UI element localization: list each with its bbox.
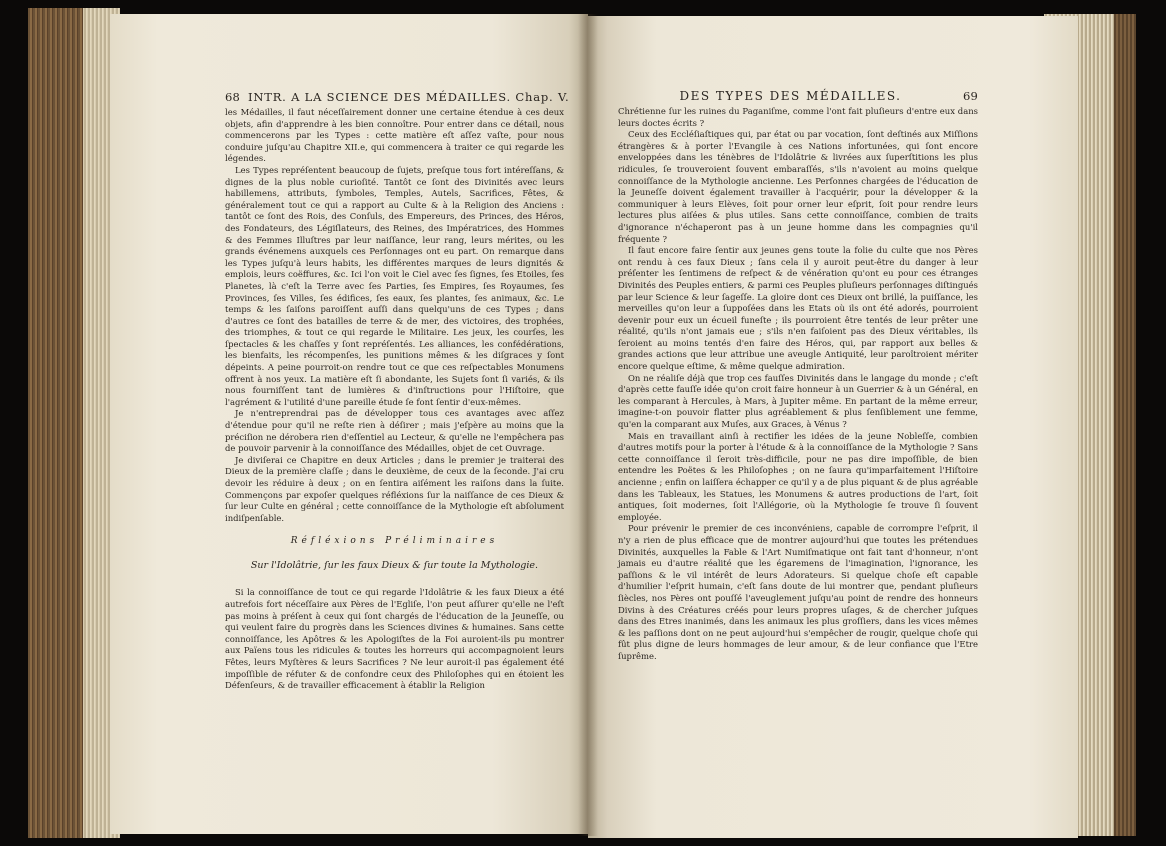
left-page <box>110 14 588 834</box>
book-edge-left <box>28 8 120 838</box>
left-running-title: INTR. A LA SCIENCE DES MÉDAILLES. Chap. V. <box>248 90 570 104</box>
paragraph: les Médailles, il faut néceſſairement donner une certaine étendue à ces deux objets, afin d'apprendre à les bien connoître. Pour entrer dans ce détail, nous commencerons par les Types : cette matière eſt aſſez vaſte, pour nous conduire juſqu'au Chapitre XII.e, qui commencera à traiter ce qui regarde les légendes. <box>225 107 564 164</box>
paragraph: Je n'entreprendrai pas de développer tous ces avantages avec aſſez d'étendue pour qu'il ne reſte rien à déſirer ; mais j'eſpère au moins que la préciſion ne dérobera rien d'eſſentiel au Lecteur, & qu'elle ne l'empêchera pas de pouvoir parvenir à la connoiſſance des Médailles, objet de cet Ouvrage. <box>225 408 564 454</box>
right-running-title: DES TYPES DES MÉDAILLES. <box>679 89 902 103</box>
paragraph: On ne réaliſe déjà que trop ces fauſſes Divinités dans le langage du monde ; c'eſt d'après cette fauſſe idée qu'on croit faire honneur à un Guerrier & à un Général, en les comparant à Hercules, à Mars, à Jupiter même. En partant de la même erreur, imagine-t-on pouvoir flatter plus agréablement & plus ſenſiblement une femme, qu'en la comparant aux Muſes, aux Graces, à Vénus ? <box>618 372 978 430</box>
left-page-number: 68 <box>225 90 241 104</box>
right-page <box>588 16 1078 838</box>
right-body <box>618 106 978 663</box>
right-page-number: 69 <box>962 89 978 103</box>
left-running-head <box>225 90 570 104</box>
section-heading: Réfléxions Préliminaires <box>290 536 499 547</box>
book-gutter <box>578 14 598 836</box>
section-subtitle: Sur l'Idolâtrie, ſur les faux Dieux & ſur toute la Mythologie. <box>250 560 539 572</box>
left-body-top <box>225 107 564 524</box>
paragraph: Il faut encore faire ſentir aux jeunes gens toute la folie du culte que nos Pères ont rendu à ces faux Dieux ; ſans cela il y auroit peut-être du danger à leur préſenter les ſentimens de reſpect & de vénération qu'ont eu pour ces étranges Divinités des Peuples entiers, & parmi ces Peuples pluſieurs perſonnages diſtingués par leur Science & leur ſageſſe. La gloire dont ces Dieux ont brillé, la puiſſance, les merveilles qu'on leur a ſuppoſées dans les Etats où ils ont été adorés, pourroient devenir pour eux un écueil funeſte ; ils pourroient être tentés de leur prêter une réalité, qu'ils n'ont jamais eue ; s'ils n'en faiſoient pas des Dieux véritables, ils ſeroient au moins tentés d'en faire des Héros, qui, par rapport aux belles & grandes actions que leur attribue une aveugle Antiquité, leur paroîtroient mériter encore quelque eſtime, & même quelque admiration. <box>618 245 978 372</box>
paragraph: Pour prévenir le premier de ces inconvéniens, capable de corrompre l'eſprit, il n'y a rien de plus efficace que de montrer aujourd'hui que toutes les prétendues Divinités, auxquelles la Fable & l'Art Numiſmatique ont fait tant d'honneur, n'ont jamais eu d'autre réalité que les égaremens de l'imagination, l'ignorance, les paſſions & le vil intérêt de leurs Adorateurs. Si quelque choſe eſt capable d'humilier l'eſprit humain, c'eſt ſans doute de lui montrer que, pendant pluſieurs ſiècles, nos Pères ont pouſſé l'aveuglement juſqu'au point de rendre des honneurs Divins à des Créatures créés pour leurs propres uſages, & de chercher juſques dans des Etres inanimés, dans les animaux les plus groſſiers, dans les vices mêmes & les paſſions dont on ne peut aujourd'hui s'empêcher de rougir, quelque choſe qui fût plus digne de leurs hommages de leur amour, & de leur confiance que l'Etre ſuprême. <box>618 523 978 661</box>
left-body-bottom <box>225 587 564 691</box>
paragraph: Je diviſerai ce Chapitre en deux Articles ; dans le premier je traiterai des Dieux de la première claſſe ; dans le deuxième, de ceux de la ſeconde. J'ai cru devoir les réduire à deux ; on en ſentira aiſément les raiſons dans la ſuite. Commençons par expoſer quelques réfléxions ſur la naiſſance de ces Dieux & ſur leur Culte en général ; cette connoiſſance de la Mythologie eſt abſolument indiſpenſable. <box>225 454 564 523</box>
paragraph: Si la connoiſſance de tout ce qui regarde l'Idolâtrie & les faux Dieux a été autrefois fort néceſſaire aux Pères de l'Egliſe, l'on peut aſſurer qu'elle ne l'eſt pas moins à préſent à ceux qui ſont chargés de l'éducation de la Jeuneſſe, ou qui veulent faire du progrès dans les Sciences divines & humaines. Sans cette connoiſſance, les Apôtres & les Apologiſtes de la Foi auroient-ils pu montrer aux Païens tous les ridicules & toutes les horreurs qui accompagnoient leurs Fêtes, leurs Myſtères & leurs Sacrifices ? Ne leur auroit-il pas également été impoſſible de réfuter & de confondre ceux des Philoſophes qui en étoient les Défenſeurs, & de travailler efficacement à établir la Religion <box>225 587 564 691</box>
paragraph: Ceux des Eccléſiaſtiques qui, par état ou par vocation, ſont deſtinés aux Miſſions étrangères & à porter l'Evangile à ces Nations infortunées, qui ſont encore enveloppées dans les ténèbres de l'Idolâtrie & livrées aux ſuperſtitions les plus ridicules, ſe trouveroient ſouvent embaraſſés, s'ils n'avoient au moins quelque connoiſſance de la Mythologie ancienne. Les Perſonnes chargées de l'éducation de la Jeuneſſe doivent également travailler à l'acquérir, pour la développer & la communiquer à leurs Elèves, ſoit pour orner leur eſprit, ſoit pour rendre leurs lectures plus aiſées & plus utiles. Sans cette connoiſſance, combien de traits d'ignorance n'échaperont pas à un jeune homme dans les compagnies qu'il fréquente ? <box>618 129 978 244</box>
paragraph: Les Types repréſentent beaucoup de ſujets, preſque tous fort intéreſſans, & dignes de la plus noble curioſité. Tantôt ce ſont des Divinités avec leurs habillemens, attributs, ſymboles, Temples, Autels, Sacrifices, Fêtes, & généralement tout ce qui a rapport au Culte & à la Religion des Anciens : tantôt ce ſont des Rois, des Conſuls, des Empereurs, des Princes, des Héros, des Fondateurs, des Légiſlateurs, des Reines, des Impératrices, des Hommes & des Femmes Illuſtres par leur naiſſance, leur rang, leurs mérites, ou les grands événemens auxquels ces Perſonnages ont eu part. On remarque dans les Types juſqu'à leurs habits, les différentes marques de leurs dignités & emplois, leurs coëffures, &c. Ici l'on voit le Ciel avec ſes ſignes, ſes Etoiles, ſes Planetes, là c'eſt la Terre avec ſes Parties, ſes Empires, ſes Royaumes, ſes Provinces, ſes Villes, ſes édifices, ſes eaux, ſes plantes, ſes animaux, &c. Le temps & les ſaiſons paroiſſent auſſi dans quelqu'uns de ces Types ; dans d'autres ce ſont des batailles de terre & de mer, des victoires, des trophées, des triomphes, & tout ce qui regarde le Militaire. Les jeux, les courſes, les ſpectacles & les chaſſes y ſont repréſentés. Les alliances, les confédérations, les bienfaits, les récompenſes, les punitions mêmes & les diſgraces y ſont dépeints. A peine pourroit-on rendre tout ce que ces reſpectables Monumens offrent à nos yeux. La matière eſt ſi abondante, les Sujets ſont ſi variés, & ils nous fourniſſent tant de lumières & d'inſtructions pour l'Hiſtoire, que l'agrément & l'utilité d'une pareille étude ſe font ſentir d'eux-mêmes. <box>225 164 564 407</box>
paragraph: Mais en travaillant ainſi à rectifier les idées de la jeune Nobleſſe, combien d'autres motifs pour la porter à l'étude & à la connoiſſance de la Mythologie ? Sans cette connoiſſance il ſeroit très-difficile, pour ne pas dire impoſſible, de bien entendre les Poëtes & les Philoſophes ; on ne ſaura qu'imparfaitement l'Hiſtoire ancienne ; enfin on laiſſera échapper ce qu'il y a de plus piquant & de plus agréable dans les Tableaux, les Statues, les Monumens & autres productions de l'art, ſoit antiques, ſoit modernes, ſoit l'Allégorie, où la Mythologie ſe trouve ſi ſouvent employée. <box>618 430 978 522</box>
right-running-head <box>618 89 978 103</box>
paragraph: Chrétienne ſur les ruines du Paganiſme, comme l'ont fait pluſieurs d'entre eux dans leurs doctes écrits ? <box>618 106 978 128</box>
